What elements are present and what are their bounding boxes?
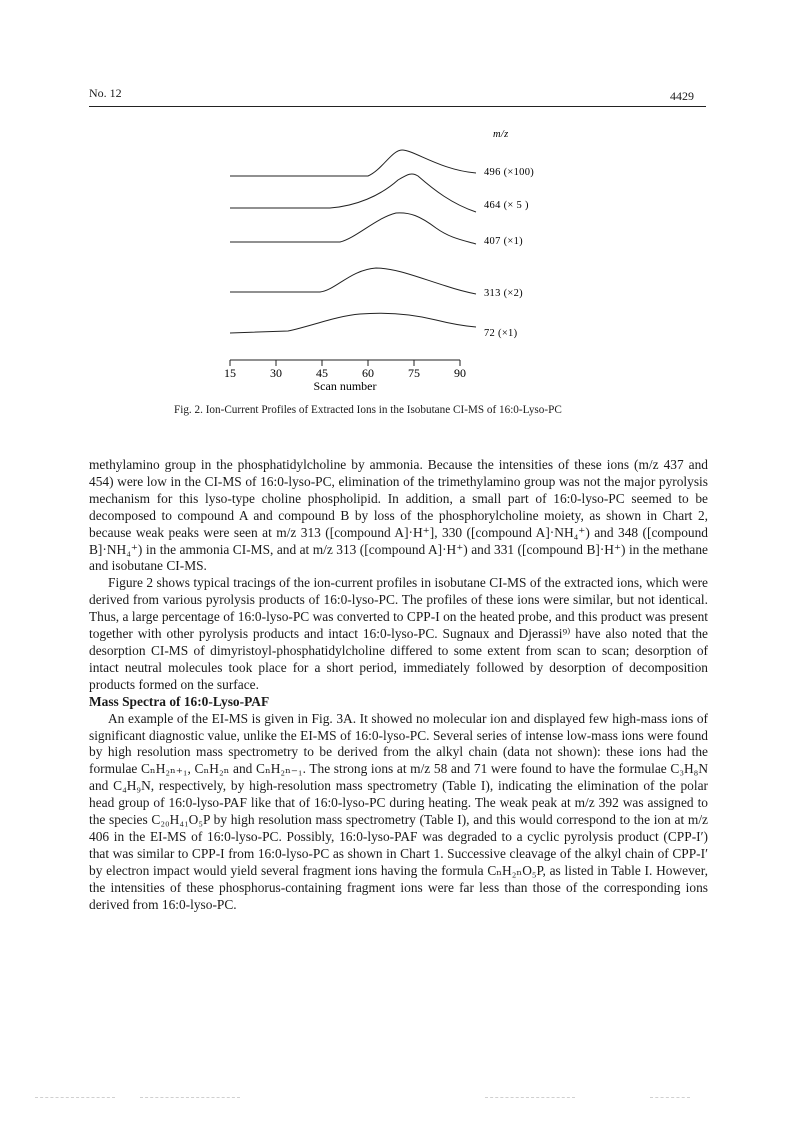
paragraph: methylamino group in the phosphatidylcholine by ammonia. Because the intensities of these ions (m/z 437 and 454) were low in the CI-MS of 16:0-lyso-PC, elimination of the trimethylamino group was not the major pyrolysis mechanism for this lyso-type choline phospholipid. In addition, a small part of 16:0-lyso-PC seemed to be decomposed to compound A and compound B by loss of the phosphorylcholine moiety, as shown in Chart 2, because weak peaks were seen at m/z 313 ([compound A]·H⁺], 330 ([compound A]·NH₄⁺) and 348 ([compound B]·NH₄⁺) in the ammonia CI-MS, and at m/z 313 ([compound A]·H⁺) and 331 ([compound B]·H⁺) in the methane and isobutane CI-MS.: [89, 457, 708, 574]
trace-label-313: 313 (×2): [484, 288, 523, 299]
x-tick-label: 90: [454, 366, 466, 380]
trace-label-407: 407 (×1): [484, 236, 523, 247]
x-axis: [224, 360, 466, 393]
running-header-left: No. 12: [89, 86, 122, 100]
x-tick-label: 15: [224, 366, 236, 380]
x-tick-label: 45: [316, 366, 328, 380]
scan-artifact: [140, 1097, 240, 1098]
trace-label-496: 496 (×100): [484, 167, 535, 178]
trace-72: [230, 313, 518, 339]
x-tick-label: 30: [270, 366, 282, 380]
paragraph: Figure 2 shows typical tracings of the ion-current profiles in isobutane CI-MS of the extracted ions, which were derived from various pyrolysis products of 16:0-lyso-PC. The profiles of these ions were similar, but not identical. Thus, a large percentage of 16:0-lyso-PC was converted to CPP-I on the heated probe, and this product was present together with other pyrolysis products and intact 16:0-lyso-PC. Sugnaux and Djerassi⁹⁾ have also noted that the desorption CI-MS of dimyristoyl-phosphatidylcholine differed to some extent from scan to scan; desorption of intact neutral molecules took place for a short period, immediately followed by desorption of decomposition products formed on the surface.: [89, 575, 708, 692]
trace-label-72: 72 (×1): [484, 328, 518, 339]
body-text-top: [89, 457, 708, 913]
figure-caption: Fig. 2. Ion-Current Profiles of Extracted Ions in the Isobutane CI-MS of 16:0-Lyso-PC: [174, 404, 562, 416]
trace-407: [230, 213, 523, 247]
page-number: 4429: [670, 89, 694, 103]
trace-label-464: 464 (× 5 ): [484, 200, 529, 211]
scan-artifact: [650, 1097, 690, 1098]
trace-496: [230, 150, 534, 178]
mz-column-header: m/z: [493, 129, 509, 140]
scan-artifact: [35, 1097, 115, 1098]
trace-313: [230, 268, 523, 299]
x-tick-label: 60: [362, 366, 374, 380]
ion-current-figure: [0, 0, 793, 400]
x-tick-label: 75: [408, 366, 420, 380]
section-heading: Mass Spectra of 16:0-Lyso-PAF: [89, 693, 270, 709]
paragraph: An example of the EI-MS is given in Fig. 3A. It showed no molecular ion and displayed few high-mass ions of significant diagnostic value, unlike the EI-MS of 16:0-lyso-PC. Several series of intense low-mass ions were found by high resolution mass spectrometry to be derived from the alkyl chain (data not shown): these ions had the formulae CₙH₂ₙ₊₁, CₙH₂ₙ and CₙH₂ₙ₋₁. The strong ions at m/z 58 and 71 were found to have the formulae C₃H₈N and C₄H₉N, respectively, by high-resolution mass spectrometry (Table I), indicating the elimination of the polar head group of 16:0-lyso-PAF like that of 16:0-lyso-PC during heating. The weak peak at m/z 392 was assigned to the species C₂₀H₄₁O₅P by high resolution mass spectrometry (Table I), and this would correspond to the ion at m/z 406 in the EI-MS of 16:0-lyso-PC. Possibly, 16:0-lyso-PAF was degraded to a cyclic pyrolysis product (CPP-I′) that was similar to CPP-I from 16:0-lyso-PC as shown in Chart 1. Successive cleavage of the alkyl chain of CPP-I′ by electron impact would yield several fragment ions having the formula CₙH₂ₙO₅P, as listed in Table I. However, the intensities of these phosphorus-containing fragment ions were far less than those of the corresponding ions derived from 16:0-lyso-PC.: [89, 710, 708, 912]
scan-artifact: [485, 1097, 575, 1098]
trace-464: [230, 174, 529, 212]
x-axis-label: Scan number: [313, 379, 377, 393]
